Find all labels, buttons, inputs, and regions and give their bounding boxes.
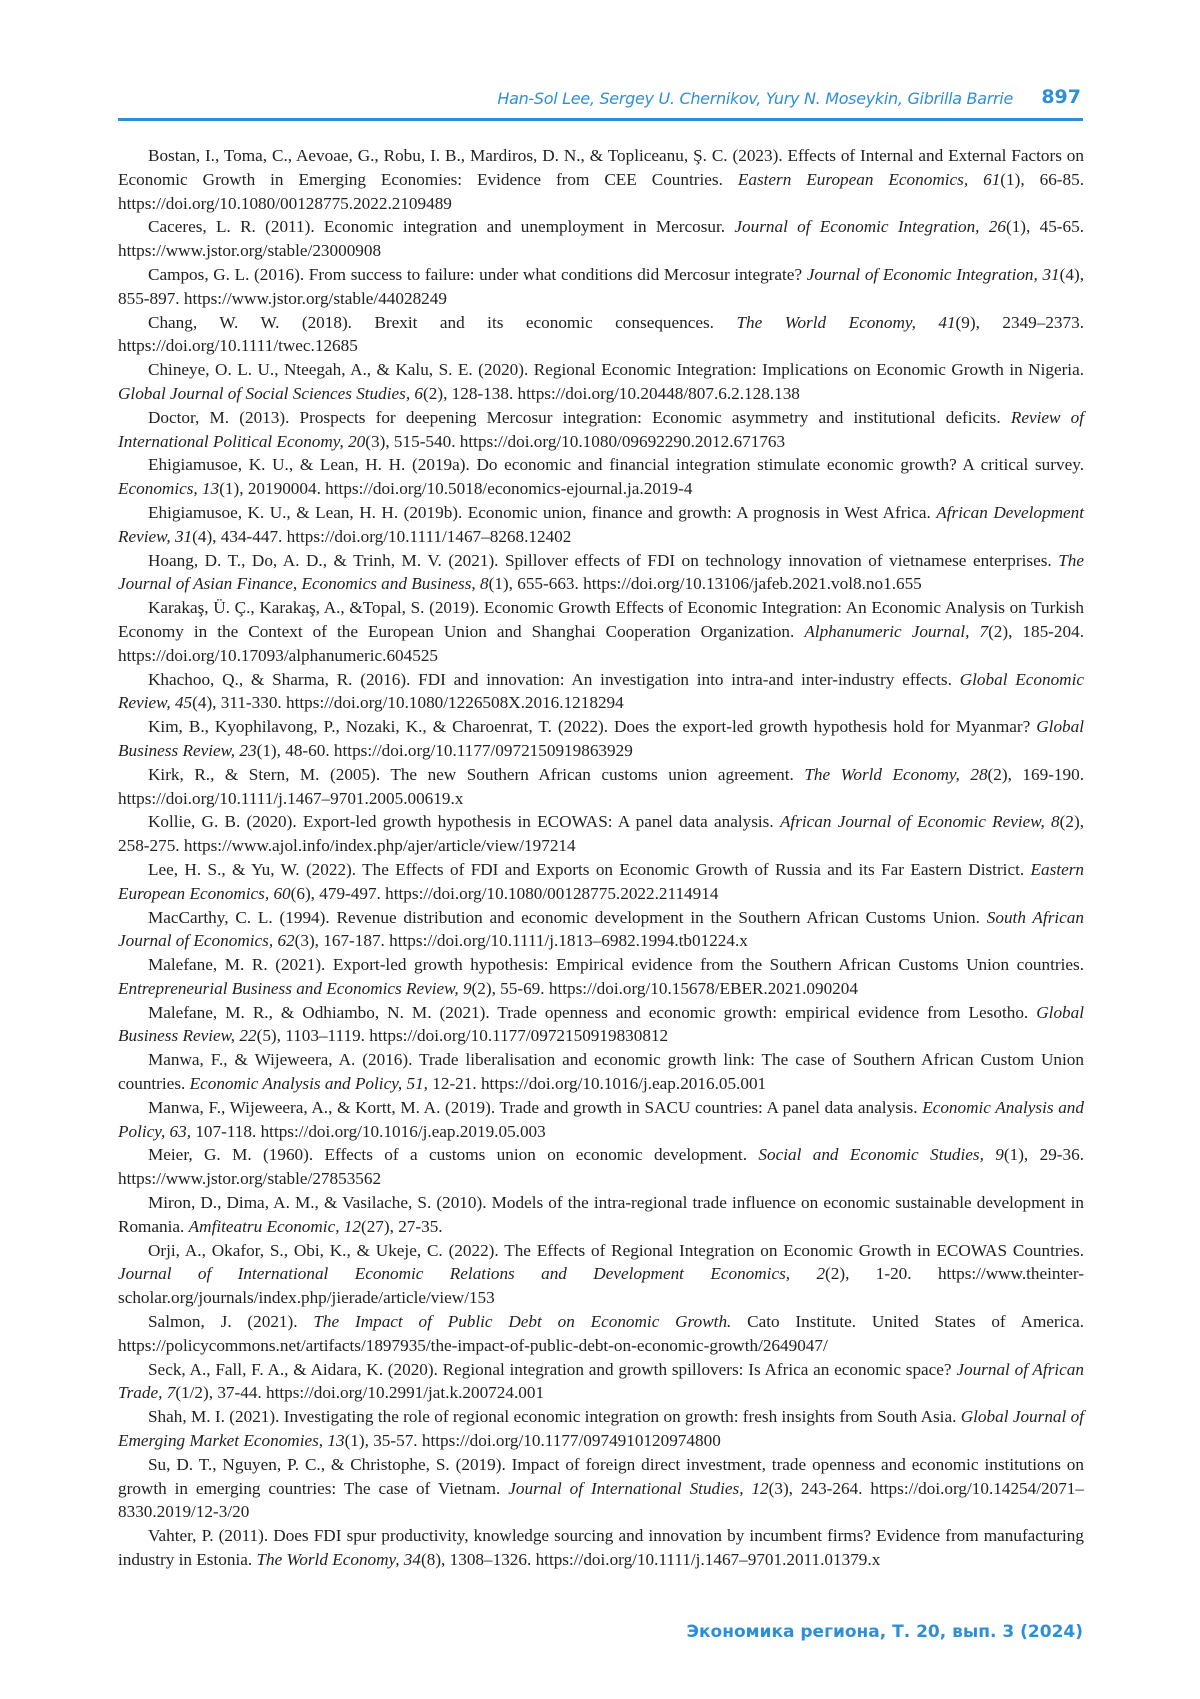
reference-details: (6), 479-497. https://doi.org/10.1080/00128775.2022.2114914 [290,883,719,903]
reference-entry [118,1001,1084,1049]
reference-source: Global Business Review, 23 [118,717,1084,760]
reference-entry [118,453,1084,501]
reference-details: (8), 1308–1326. https://doi.org/10.1111/j.1467–9701.2011.01379.x [421,1550,881,1570]
reference-entry [118,668,1084,716]
reference-text: Kollie, G. B. (2020). Export-led growth hypothesis in ECOWAS: A panel data analysis. [148,812,780,832]
reference-entry [118,1143,1084,1191]
reference-text: Malefane, M. R., & Odhiambo, N. M. (2021). Trade openness and economic growth: empirical evidence from Lesotho. [148,1002,1037,1022]
reference-entry [118,906,1084,954]
reference-source: The World Economy, 41 [736,312,956,332]
reference-entry [118,810,1084,858]
reference-source: Global Business Review, 22 [118,1002,1084,1046]
reference-entry [118,1453,1084,1524]
reference-entry [118,1048,1084,1096]
reference-details: (2), 169-190. https://doi.org/10.1111/j.1467–9701.2005.00619.x [118,764,1084,808]
reference-details: (5), 1103–1119. https://doi.org/10.1177/0972150919830812 [256,1026,669,1046]
reference-source: The World Economy, 34 [256,1550,421,1570]
reference-source: Social and Economic Studies, 9 [758,1145,1004,1165]
reference-details: (3), 167-187. https://doi.org/10.1111/j.1813–6982.1994.tb01224.x [294,931,748,951]
reference-details: (1), 48-60. https://doi.org/10.1177/0972150919863929 [256,740,633,760]
reference-details: 12-21. https://doi.org/10.1016/j.eap.2016.05.001 [427,1074,767,1094]
reference-text: Su, D. T., Nguyen, P. C., & Christophe, S. (2019). Impact of foreign direct investment, trade openness and economic institutions on growth in emerging countries: The case of Vietnam. [118,1454,1084,1498]
reference-text: Chang, W. W. (2018). Brexit and its economic consequences. [148,312,737,332]
reference-text: Kim, B., Kyophilavong, P., Nozaki, K., & Charoenrat, T. (2022). Does the export-led growth hypothesis hold for Myanmar? [148,717,1037,737]
reference-entry [118,1358,1084,1406]
reference-text: Doctor, M. (2013). Prospects for deepening Mercosur integration: Economic asymmetry and institutional deficits. [148,407,1011,427]
reference-details: (1), 66-85. https://doi.org/10.1080/00128775.2022.2109489 [118,169,1085,213]
reference-text: Vahter, P. (2011). Does FDI spur productivity, knowledge sourcing and innovation by incumbent firms? Evidence from manufacturing industry in Estonia. [118,1526,1084,1570]
reference-source: Journal of Economic Integration, 26 [734,217,1006,237]
reference-text: Shah, M. I. (2021). Investigating the role of regional economic integration on growth: fresh insights from South Asia. [148,1407,961,1427]
reference-source: Economic Analysis and Policy, 63, [118,1097,1084,1141]
header-authors: Han-Sol Lee, Sergey U. Chernikov, Yury N. Moseykin, Gibrilla Barrie [497,89,1013,108]
reference-text: MacCarthy, C. L. (1994). Revenue distribution and economic development in the Southern African Customs Union. [148,907,987,927]
reference-source: South African Journal of Economics, 62 [118,907,1084,951]
reference-details: (9), 2349–2373. https://doi.org/10.1111/twec.12685 [118,312,1085,356]
reference-entry [118,1239,1084,1310]
reference-details: (1/2), 37-44. https://doi.org/10.2991/jat.k.200724.001 [175,1383,545,1403]
reference-source: Journal of African Trade, 7 [118,1359,1084,1403]
page-number: 897 [1041,86,1081,108]
reference-entry [118,549,1084,597]
reference-details: (1), 45-65. https://www.jstor.org/stable/23000908 [118,217,1085,261]
reference-entry [118,858,1084,906]
reference-entry [118,144,1084,215]
reference-entry [118,406,1084,454]
reference-text: Bostan, I., Toma, C., Aevoae, G., Robu, I. B., Mardiros, D. N., & Topliceanu, Ş. C. (2023). Effects of Internal and External Factors on Economic Growth in Emerging Economies: Evidence from CEE Countries. [118,146,1084,189]
reference-text: Manwa, F., & Wijeweera, A. (2016). Trade liberalisation and economic growth link: The case of Southern African Custom Union countries. [118,1050,1084,1094]
reference-details: 107-118. https://doi.org/10.1016/j.eap.2019.05.003 [191,1121,546,1141]
reference-text: Meier, G. M. (1960). Effects of a customs union on economic development. [148,1145,759,1165]
reference-list [118,144,1084,1572]
reference-source: Alphanumeric Journal, 7 [804,621,989,641]
reference-text: Manwa, F., Wijeweera, A., & Kortt, M. A. (2019). Trade and growth in SACU countries: A panel data analysis. [148,1097,923,1117]
reference-text: Malefane, M. R. (2021). Export-led growth hypothesis: Empirical evidence from the Southern African Customs Union countries. [148,955,1084,975]
reference-source: Review of International Political Economy, 20 [118,407,1084,451]
reference-text: Ehigiamusoe, K. U., & Lean, H. H. (2019b). Economic union, finance and growth: A prognosis in West Africa. [148,502,937,522]
reference-source: Journal of Economic Integration, 31 [806,264,1060,284]
reference-details: (3), 515-540. https://doi.org/10.1080/09692290.2012.671763 [365,431,786,451]
reference-details: (2), 185-204. https://doi.org/10.17093/alphanumeric.604525 [118,621,1084,665]
reference-entry [118,215,1084,263]
reference-entry [118,715,1084,763]
reference-text: Hoang, D. T., Do, A. D., & Trinh, M. V. (2021). Spillover effects of FDI on technology innovation of vietnamese enterprises. [148,550,1059,570]
reference-source: Journal of International Studies, 12 [508,1478,769,1498]
reference-entry [118,501,1084,549]
reference-text: Ehigiamusoe, K. U., & Lean, H. H. (2019a). Do economic and financial integration stimulate economic growth? A critical survey. [148,455,1084,475]
reference-text: Orji, A., Okafor, S., Obi, K., & Ukeje, C. (2022). The Effects of Regional Integration on Economic Growth in ECOWAS Countries. [148,1240,1084,1260]
reference-source: Economics, 13 [118,479,220,499]
reference-entry [118,1405,1084,1453]
reference-details: (4), 311-330. https://doi.org/10.1080/1226508X.2016.1218294 [192,693,624,713]
running-header [118,86,1083,120]
header-divider [118,118,1083,121]
reference-details: (1), 35-57. https://doi.org/10.1177/0974910120974800 [344,1431,721,1451]
reference-source: The Impact of Public Debt on Economic Growth. [313,1312,732,1332]
reference-entry [118,311,1084,359]
reference-entry [118,1524,1084,1572]
reference-text: Campos, G. L. (2016). From success to failure: under what conditions did Mercosur integrate? [148,264,807,284]
reference-details: (27), 27-35. [360,1216,443,1236]
reference-details: Cato Institute. United States of America. https://policycommons.net/artifacts/1897935/the-impact-of-public-debt-on-economic-growth/2649047/ [118,1312,1084,1355]
reference-details: (1), 20190004. https://doi.org/10.5018/economics-ejournal.ja.2019-4 [219,479,693,499]
reference-source: Economic Analysis and Policy, 51, [189,1074,428,1094]
reference-source: Journal of International Economic Relations and Development Economics, 2 [118,1264,826,1284]
reference-text: Kirk, R., & Stern, M. (2005). The new Southern African customs union agreement. [148,764,805,784]
reference-entry [118,953,1084,1001]
reference-source: Amfiteatru Economic, 12 [188,1216,361,1236]
reference-details: (4), 855-897. https://www.jstor.org/stable/44028249 [118,264,1084,308]
reference-entry [118,358,1084,406]
reference-text: Seck, A., Fall, F. A., & Aidara, K. (2020). Regional integration and growth spillovers: Is Africa an economic space? [148,1359,957,1379]
reference-text: Karakaş, Ü. Ç., Karakaş, A., &Topal, S. (2019). Economic Growth Effects of Economic Integration: An Economic Analysis on Turkish Economy in the Context of the European Union and Shanghai Cooperation Organization. [118,598,1084,641]
reference-source: Global Journal of Social Sciences Studies, 6 [118,383,424,403]
reference-text: Caceres, L. R. (2011). Economic integration and unemployment in Mercosur. [148,217,735,237]
reference-text: Lee, H. S., & Yu, W. (2022). The Effects of FDI and Exports on Economic Growth of Russia and its Far Eastern District. [148,859,1031,879]
reference-source: Eastern European Economics, 61 [737,169,1001,189]
reference-source: Global Economic Review, 45 [118,669,1084,713]
reference-details: (3), 243-264. https://doi.org/10.14254/2071–8330.2019/12-3/20 [118,1478,1084,1522]
reference-entry [118,596,1084,667]
reference-details: (1), 29-36. https://www.jstor.org/stable/27853562 [118,1145,1084,1189]
reference-source: The Journal of Asian Finance, Economics and Business, 8 [118,550,1084,594]
reference-entry [118,1096,1084,1144]
reference-details: (4), 434-447. https://doi.org/10.1111/1467–8268.12402 [192,526,572,546]
reference-source: Eastern European Economics, 60 [118,859,1084,903]
reference-details: (2), 128-138. https://doi.org/10.20448/807.6.2.128.138 [423,383,800,403]
reference-details: (2), 258-275. https://www.ajol.info/index.php/ajer/article/view/197214 [118,812,1084,856]
reference-text: Chineye, O. L. U., Nteegah, A., & Kalu, S. E. (2020). Regional Economic Integration: Implications on Economic Growth in Nigeria. [148,360,1084,380]
reference-text: Salmon, J. (2021). [148,1312,314,1332]
reference-text: Khachoo, Q., & Sharma, R. (2016). FDI and innovation: An investigation into intra-and inter-industry effects. [148,669,960,689]
reference-source: African Journal of Economic Review, 8 [779,812,1060,832]
reference-source: African Development Review, 31 [118,502,1084,546]
reference-entry [118,263,1084,311]
reference-text: Miron, D., Dima, A. M., & Vasilache, S. (2010). Models of the intra-regional trade influence on economic sustainable development in Romania. [118,1193,1084,1236]
reference-entry [118,1191,1084,1239]
reference-details: (2), 55-69. https://doi.org/10.15678/EBER.2021.090204 [471,978,858,998]
reference-source: Global Journal of Emerging Market Economies, 13 [118,1407,1084,1451]
reference-entry [118,1310,1084,1358]
reference-details: (2), 1-20. https://www.theinter-scholar.org/journals/index.php/jierade/article/view/153 [118,1264,1085,1308]
journal-footer: Экономика региона, Т. 20, вып. 3 (2024) [686,1622,1083,1642]
reference-details: (1), 655-663. https://doi.org/10.13106/jafeb.2021.vol8.no1.655 [488,574,922,594]
reference-entry [118,763,1084,811]
reference-source: Entrepreneurial Business and Economics Review, 9 [118,978,472,998]
reference-source: The World Economy, 28 [804,764,988,784]
